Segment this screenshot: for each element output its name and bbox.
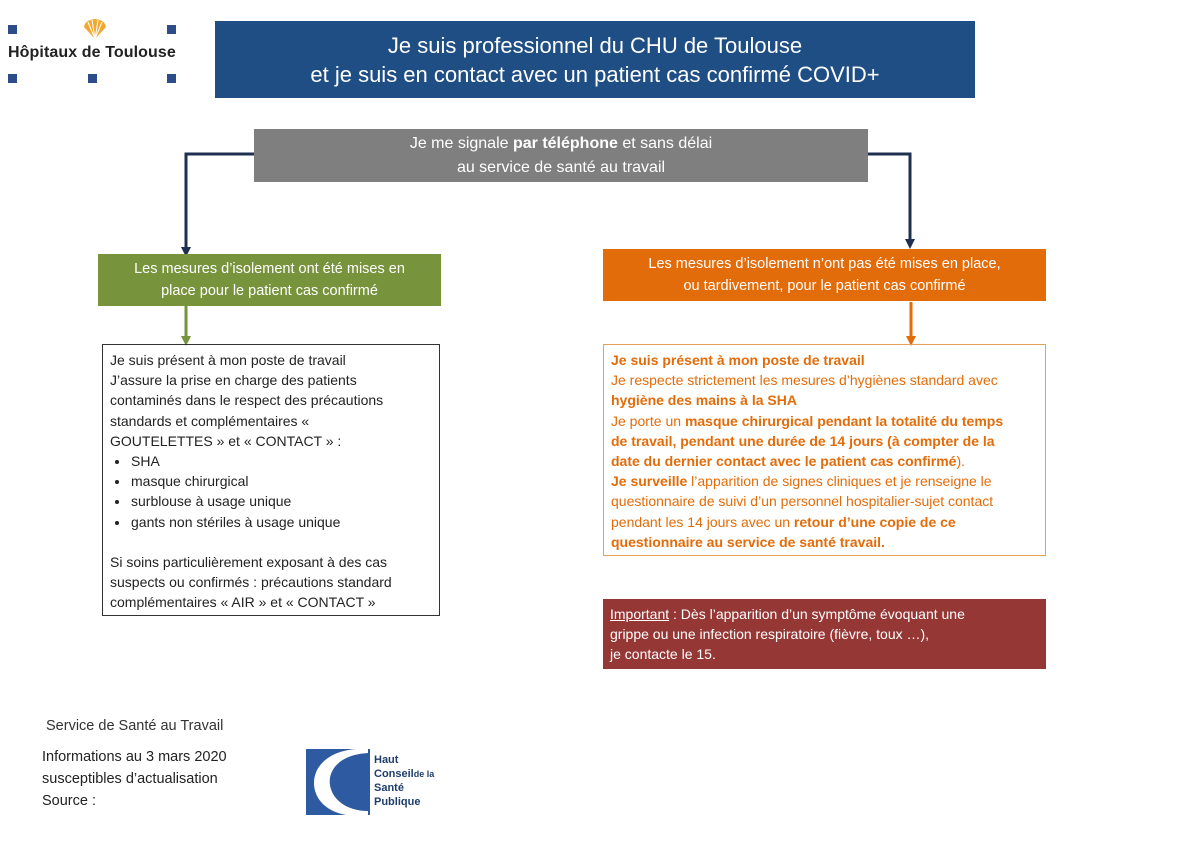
right-line: Je suis présent à mon poste de travail	[611, 352, 865, 368]
list-item: • masque chirurgical	[130, 471, 432, 491]
right-line	[611, 471, 1038, 491]
left-extra-line: suspects ou confirmés : précautions standard	[110, 574, 392, 591]
hcsp-line: Santé	[374, 782, 404, 794]
right-text-bold: date du dernier contact avec le patient cas confirmé	[611, 453, 957, 470]
left-extra-line: Si soins particulièrement exposant à des cas	[110, 553, 388, 570]
green-header-line-1: Les mesures d’isolement ont été mises en	[134, 261, 405, 277]
orange-header-line-1: Les mesures d’isolement n’ont pas été mises en place,	[648, 256, 1001, 272]
important-text: : Dès l’apparition d’un symptôme évoquant une	[669, 606, 965, 622]
left-line: Je suis présent à mon poste de travail	[110, 352, 346, 368]
important-label: Important	[610, 606, 670, 622]
source-label: Source :	[42, 793, 96, 809]
right-line: de travail, pendant une durée de 14 jours (à compter de la	[611, 432, 995, 449]
signal-line-2: au service de santé au travail	[456, 158, 666, 176]
left-line: contaminés dans le respect des précautions	[110, 392, 384, 409]
left-line: GOUTELETTES » et « CONTACT » :	[110, 432, 342, 449]
hopitaux-toulouse-logo	[4, 14, 180, 86]
right-text: pendant les 14 jours avec un	[611, 513, 794, 530]
right-line	[611, 411, 1038, 431]
right-instructions-box	[603, 344, 1046, 556]
isolation-not-in-place-header	[603, 249, 1046, 301]
important-line-2: grippe ou une infection respiratoire (fièvre, toux …),	[610, 626, 930, 643]
hcsp-text	[374, 753, 434, 809]
left-instructions-box	[102, 344, 440, 616]
right-line: questionnaire de suivi d’un personnel hospitalier-sujet contact	[611, 493, 994, 510]
right-line: questionnaire au service de santé travail.	[611, 533, 885, 550]
important-line-3: je contacte le 15.	[610, 646, 716, 663]
hcsp-text-main: Conseil	[374, 768, 414, 780]
arrow-to-right-branch	[868, 154, 910, 244]
left-extra-line: complémentaires « AIR » et « CONTACT »	[110, 594, 376, 611]
protection-list	[110, 451, 432, 532]
important-box	[603, 599, 1046, 669]
signal-text-pre: Je me signale	[409, 134, 513, 152]
right-text-bold: retour d’une copie de ce	[793, 513, 956, 530]
hcsp-line: Publique	[374, 796, 421, 808]
service-label: Service de Santé au Travail	[46, 718, 224, 734]
title-line-1: Je suis professionnel du CHU de Toulouse	[387, 32, 803, 58]
hcsp-text-small: de la	[413, 769, 435, 779]
hcsp-line: Haut	[374, 754, 399, 766]
right-text: l’apparition de signes cliniques et je renseigne le	[687, 473, 992, 490]
right-text: Je porte un	[611, 412, 685, 429]
left-line: J’assure la prise en charge des patients	[110, 372, 357, 389]
hcsp-emblem-icon	[306, 749, 370, 815]
right-line	[611, 451, 1038, 471]
list-item: • SHA	[130, 451, 432, 471]
list-item: • gants non stériles à usage unique	[130, 512, 432, 532]
right-line: Je respecte strictement les mesures d’hygiènes standard avec	[611, 372, 998, 389]
right-text-bold: Je surveille	[611, 473, 688, 490]
right-line: hygiène des mains à la SHA	[611, 392, 797, 409]
info-line: susceptibles d’actualisation	[42, 771, 218, 787]
green-header-line-2: place pour le patient cas confirmé	[161, 283, 378, 299]
title-box	[215, 21, 975, 98]
orange-header-line-2: ou tardivement, pour le patient cas confirmé	[683, 278, 966, 294]
signal-text-bold: par téléphone	[512, 134, 618, 152]
right-text: ).	[956, 453, 966, 470]
isolation-in-place-header	[98, 254, 441, 306]
arrow-to-left-branch	[186, 154, 254, 252]
signal-line-1	[410, 132, 712, 156]
right-line	[611, 512, 1038, 532]
signal-box	[254, 129, 868, 182]
signal-text-post: et sans délai	[617, 134, 713, 152]
hcsp-logo	[306, 749, 446, 815]
info-line: Informations au 3 mars 2020	[42, 749, 227, 765]
important-line-1	[610, 604, 1039, 624]
list-item: • surblouse à usage unique	[130, 491, 432, 511]
info-block	[42, 746, 227, 812]
title-line-2: et je suis en contact avec un patient cas confirmé COVID+	[310, 61, 880, 87]
right-text-bold: masque chirurgical pendant la totalité du temps	[684, 412, 1004, 429]
hcsp-line	[374, 767, 434, 781]
logo-text: Hôpitaux de Toulouse	[8, 44, 176, 61]
shell-icon	[82, 18, 108, 40]
left-line: standards et complémentaires «	[110, 412, 310, 429]
